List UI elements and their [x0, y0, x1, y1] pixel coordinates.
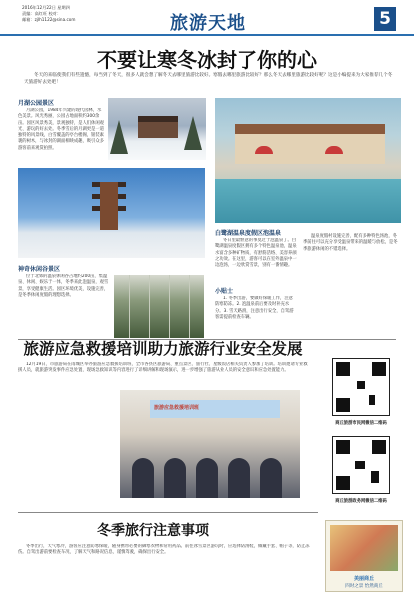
editor-line: 责编：高红旺 校对： — [22, 11, 62, 16]
section-body-yuehu: 月湖公园，1984年兴建的现代园林，水色美景。风光秀丽，公园占地面积约300余亩。园区风景秀美，景观独特，是人们休闲观光、游玩的好去处。冬季雪后的月湖更是一道独特的风景线，白雪覆盖的亭台楼阁，银装素裹的树木，与冰封的湖面相映成趣，吸引众多游客前来观赏拍照。 — [18, 108, 104, 151]
section-divider-2 — [18, 512, 318, 513]
date-line: 2016年12月22日 星期四 — [22, 5, 70, 10]
pagoda-snow-photo — [18, 168, 205, 258]
qr-code-2 — [332, 436, 390, 494]
qr-caption-1: 商丘旅游市民网微信二维码 — [335, 421, 387, 426]
training-banner-text: 旅游应急救援培训班 — [154, 405, 200, 411]
promo-slogan: 四时之景 怡然商丘 — [345, 584, 383, 589]
article1-headline: 不要让寒冬冰封了你的心 — [97, 48, 317, 72]
article3-headline: 冬季旅行注意事项 — [97, 523, 209, 539]
section-body-hot-spring: 冬日里最惬意的事莫过于泡温泉了。白鹭湖温泉度假区拥有多个特色温泉池，温泉水富含多种矿物质，有舒筋活络、美容养颜之功效。在这里，游客可以在室外温泉中一边泡汤，一边欣赏雪景，别有一番情趣。 — [215, 238, 297, 269]
snowy-park-photo — [108, 98, 206, 160]
section-heading-hot-spring: 白鹭湖温泉度假区泡温泉 — [215, 230, 282, 237]
section-heading-yuehu: 月湖公园景区 — [18, 100, 55, 107]
hot-spring-extra-text: 温泉度假村设施完善，配有多种特色汤池，冬季前往可以充分享受温泉带来的温暖与放松，是冬季旅游休闲的不错选择。 — [303, 234, 398, 252]
qr-caption-2: 商丘旅游政务网微信二维码 — [335, 499, 387, 504]
promo-label: 美丽商丘 — [353, 576, 374, 582]
section-body-valley: 位于北郊的温泉休闲谷占地约200亩，集温泉、休闲、娱乐于一体，冬季来此泡温泉，观雪景，享受健康生活。园区环境优美，设施完善，是冬季休闲度假的理想选择。 — [18, 274, 109, 298]
greenhouse-photo — [114, 275, 204, 338]
section-heading-tips: 小贴士 — [215, 288, 234, 295]
article2-body: 12月19日，市旅游局在雨城区举办旅游应急救援培训班，全市各县区旅游局、重点景区、旅行社、星级饭店相关负责人参加了培训。培训邀请专业救援人员，就旅游突发事件应急处置、现场急救知识等内容进行了详细讲解和现场演示，进一步增强了旅游从业人员的安全意识和应急处置能力。 — [18, 362, 308, 374]
qr-code-1 — [332, 358, 390, 416]
section-title: 旅游天地 — [170, 13, 246, 34]
article1-intro: 冬天的来临使我们有些遗憾，每当到了冬天，很多人就会想了解冬天去哪里旅游比较好。寒假去哪里旅游比较好？那么冬天去哪里旅游比较好呢？这是小编提来为大家推荐几个冬天旅游好去处吧！ — [24, 73, 393, 85]
article3-body: 冬季出行，天气寒冷，游客应注意防寒保暖，随身携带必要的御寒衣物和常用药品。前往冰雪景区游玩时，应选择防滑鞋，佩戴手套、帽子等，防止冻伤。自驾出游前要检查车况，了解天气和路况信息，谨慎驾驶，确保出行安全。 — [18, 544, 310, 556]
tourism-promo-ad — [325, 520, 403, 592]
promo-artwork — [330, 525, 398, 571]
masthead-info — [22, 5, 132, 23]
training-meeting-photo — [120, 390, 300, 498]
masthead — [0, 0, 414, 36]
section-heading-valley: 神奇休闲谷景区 — [18, 266, 61, 273]
page-number: 5 — [374, 7, 396, 31]
hot-spring-pool-photo — [215, 98, 401, 223]
section-body-tips: 1. 冬季出游，要做好保暖工作，注意防寒防冻。2. 泡温泉前后要及时补充水分。3. 雪天路滑，注意出行安全，自驾游客需提前检查车辆。 — [215, 296, 294, 320]
article2-headline: 旅游应急救援培训助力旅游行业安全发展 — [23, 339, 303, 358]
contact-line: 邮箱：zjlh1122@sina.com — [22, 17, 76, 22]
